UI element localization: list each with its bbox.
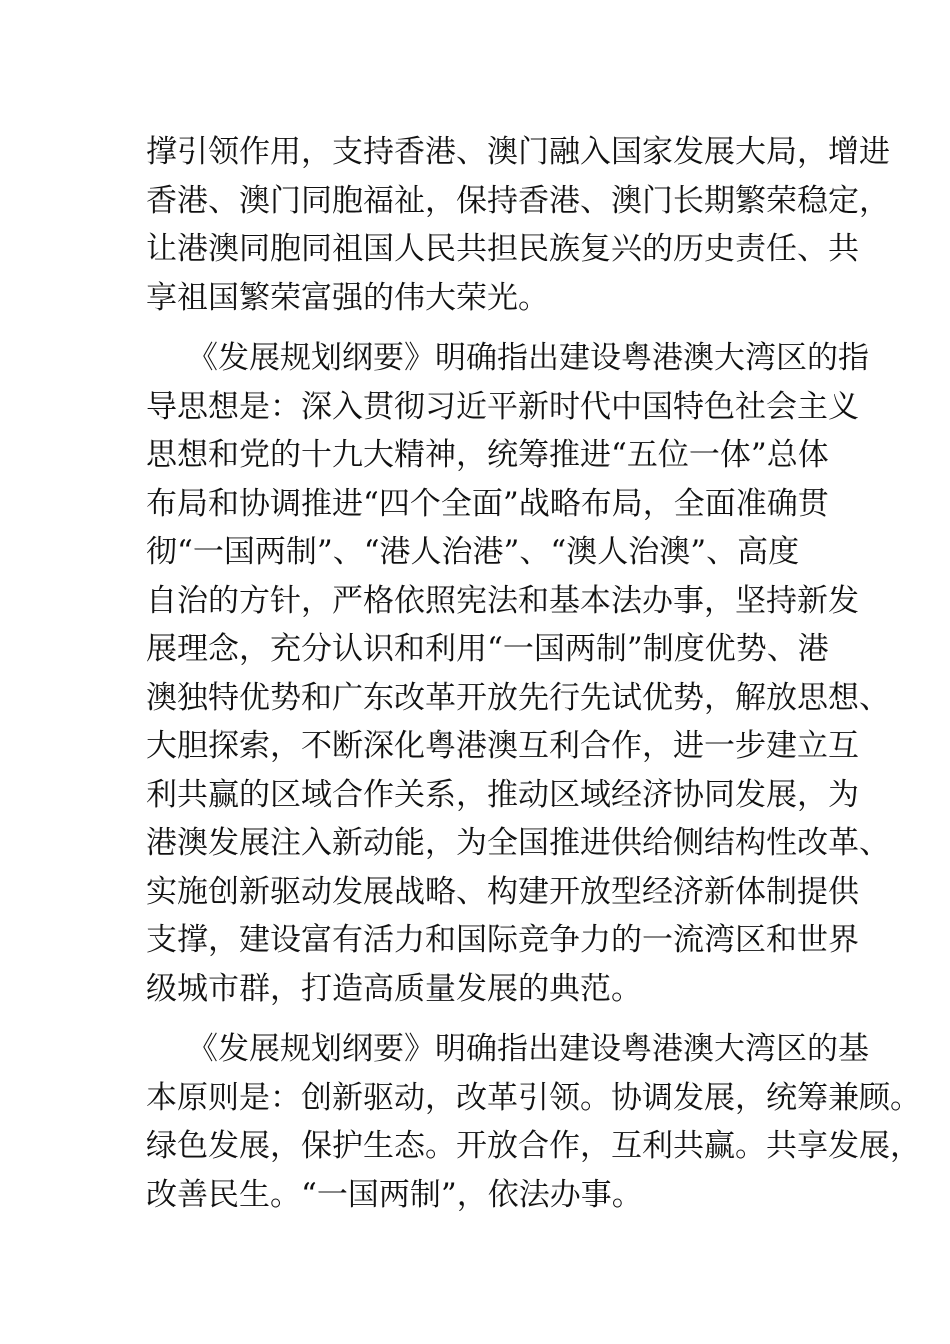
- text-line: 绿色发展，保护生态。开放合作，互利共赢。共享发展，: [146, 1128, 921, 1164]
- text-line: 级城市群，打造高质量发展的典范。: [146, 970, 642, 1007]
- paragraph-2: [146, 334, 890, 1013]
- text-line: 《发展规划纲要》明确指出建设粤港澳大湾区的指: [187, 340, 869, 376]
- text-line: 大胆探索，不断深化粤港澳互利合作，进一步建立互: [146, 728, 859, 764]
- text-line: 思想和党的十九大精神，统筹推进“五位一体”总体: [146, 437, 829, 473]
- paragraph-1: [146, 128, 890, 322]
- text-line: 本原则是：创新驱动，改革引领。协调发展，统筹兼顾。: [146, 1079, 921, 1116]
- text-line: 港澳发展注入新动能，为全国推进供给侧结构性改革、: [146, 825, 890, 861]
- text-line: 让港澳同胞同祖国人民共担民族复兴的历史责任、共: [146, 231, 859, 267]
- text-line: 利共赢的区域合作关系，推动区域经济协同发展，为: [146, 776, 859, 813]
- document-body: [146, 128, 921, 1231]
- text-line: 支撑，建设富有活力和国际竞争力的一流湾区和世界: [146, 922, 859, 958]
- text-line: 展理念，充分认识和利用“一国两制”制度优势、港: [146, 631, 829, 667]
- text-line: 彻“一国两制”、“港人治港”、“澳人治澳”、高度: [146, 534, 800, 570]
- paragraph-3: [146, 1025, 921, 1219]
- text-line: 享祖国繁荣富强的伟大荣光。: [146, 279, 549, 316]
- text-line: 澳独特优势和广东改革开放先行先试优势，解放思想、: [146, 679, 890, 716]
- text-line: 布局和协调推进“四个全面”战略布局，全面准确贯: [146, 485, 829, 522]
- text-line: 改善民生。“一国两制”，依法办事。: [146, 1176, 643, 1213]
- text-line: 《发展规划纲要》明确指出建设粤港澳大湾区的基: [187, 1031, 869, 1067]
- text-line: 香港、澳门同胞福祉，保持香港、澳门长期繁荣稳定，: [146, 182, 890, 219]
- text-line: 导思想是：深入贯彻习近平新时代中国特色社会主义: [146, 388, 859, 425]
- text-line: 撑引领作用，支持香港、澳门融入国家发展大局，增进: [146, 134, 890, 170]
- text-line: 自治的方针，严格依照宪法和基本法办事，坚持新发: [146, 582, 859, 619]
- text-line: 实施创新驱动发展战略、构建开放型经济新体制提供: [146, 873, 859, 910]
